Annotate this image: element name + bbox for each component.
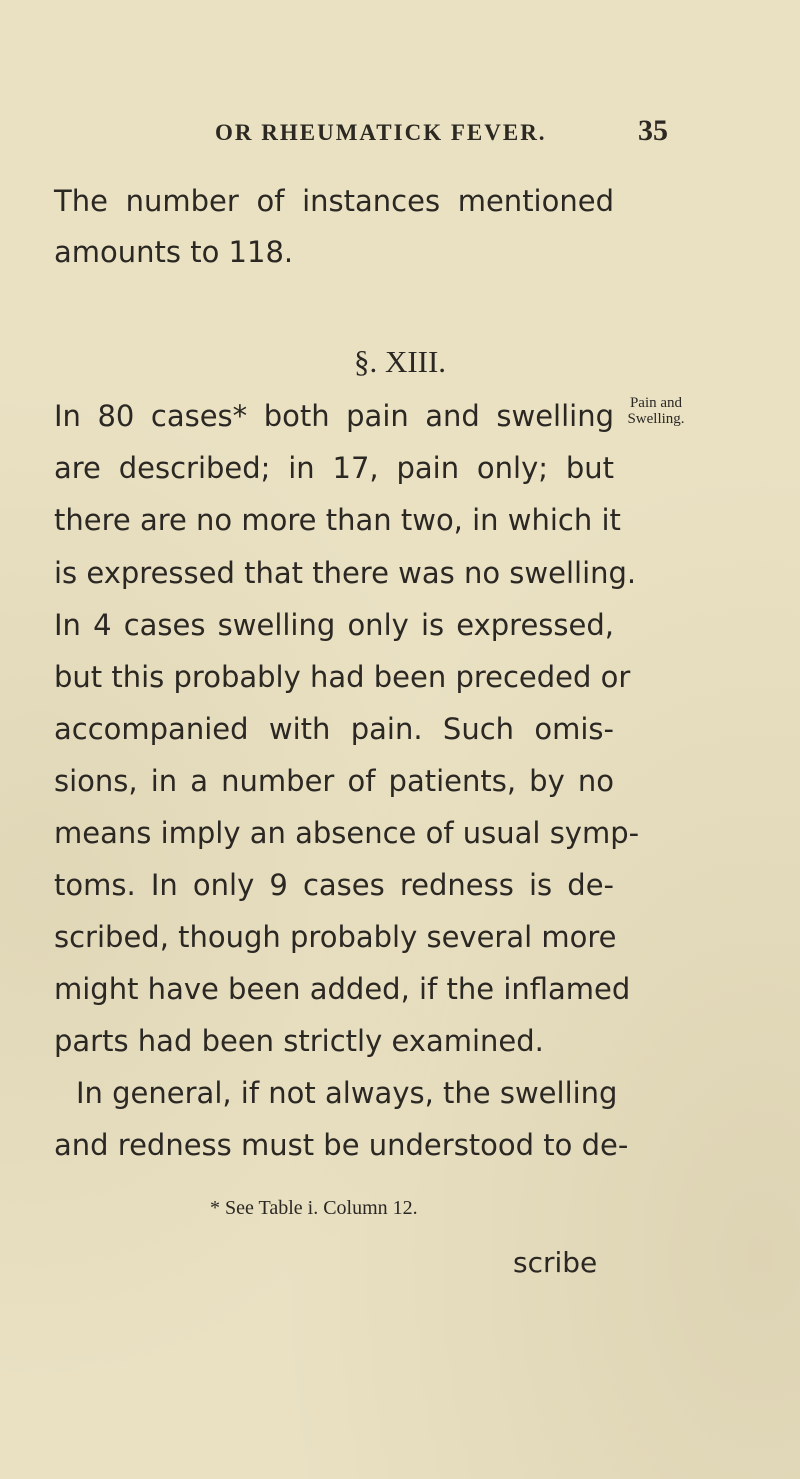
margin-note-line: Pain and	[629, 395, 683, 411]
text-line: In general, if not always, the swelling	[76, 1076, 618, 1110]
page-header	[0, 114, 800, 148]
text-line: might have been added, if the inflamed	[54, 972, 631, 1006]
text-line: amounts to 118.	[54, 235, 294, 269]
text-line: sions, in a number of patients, by no	[54, 764, 614, 798]
text-line: are described; in 17, pain only; but	[54, 451, 614, 485]
text-line: but this probably had been preceded or	[54, 660, 631, 694]
margin-note	[616, 395, 696, 427]
page-number: 35	[638, 114, 668, 147]
text-line: is expressed that there was no swelling.	[54, 556, 637, 590]
text-line: accompanied with pain. Such omis-	[54, 712, 614, 746]
text-line: In 4 cases swelling only is expressed,	[54, 608, 614, 642]
text-line: In 80 cases* both pain and swelling	[54, 399, 614, 433]
text-line: The number of instances mentioned	[54, 184, 614, 218]
text-line: means imply an absence of usual symp-	[54, 816, 640, 850]
footnote: * See Table i. Column 12.	[210, 1197, 418, 1219]
section-heading: §. XIII.	[353, 344, 447, 379]
text-line: toms. In only 9 cases redness is de-	[54, 868, 614, 902]
catchword: scribe	[513, 1246, 598, 1279]
text-line: parts had been strictly examined.	[54, 1024, 544, 1058]
text-line: and redness must be understood to de-	[54, 1128, 629, 1162]
margin-note-line: Swelling.	[627, 411, 685, 427]
text-line: there are no more than two, in which it	[54, 503, 621, 537]
text-line: scribed, though probably several more	[54, 920, 617, 954]
running-head: OR RHEUMATICK FEVER.	[215, 120, 547, 145]
